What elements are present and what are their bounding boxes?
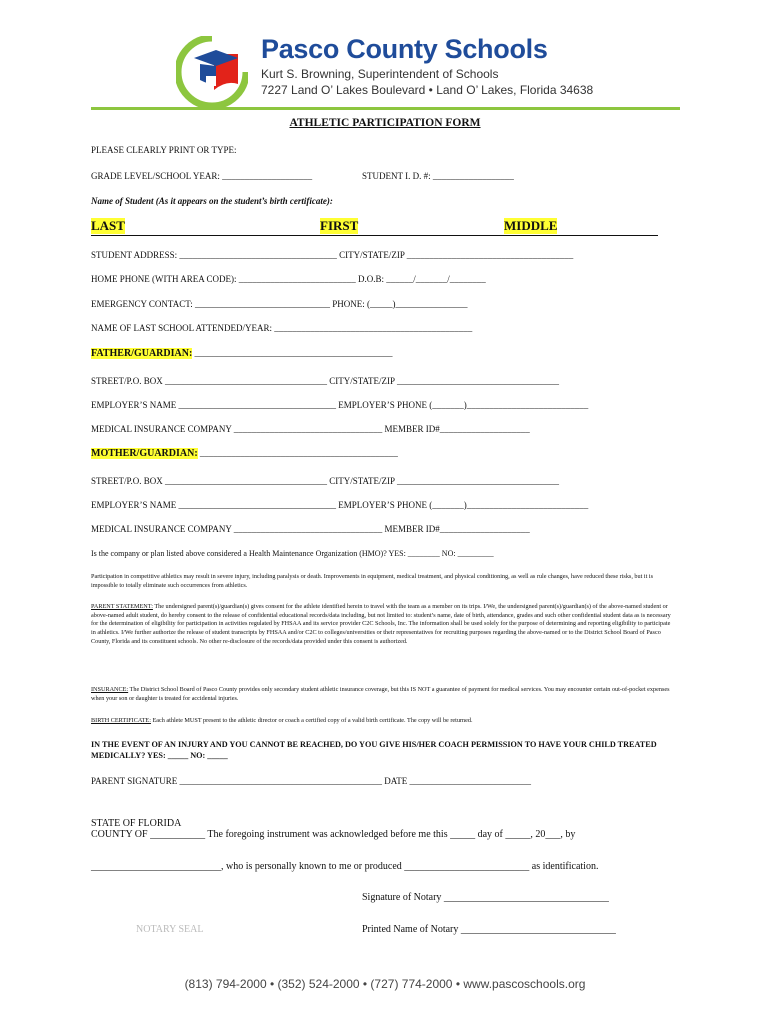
grade-field[interactable]: GRADE LEVEL/SCHOOL YEAR: ____________________ [91,171,313,181]
name-last-label: LAST [91,218,125,233]
birth-certificate-text: Each athlete MUST present to the athletic director or coach a certified copy of a valid birth certificate. The copy will be returned. [150,717,473,724]
insurance-text: The District School Board of Pasco County provides only secondary student athletic insurance coverage, but this IS NOT a guarantee of payment for medical services. You may encounter certain out-of-pocket expenses when your son or daughter is treated for accidental injuries. [91,686,670,702]
parent-statement-text: The undersigned parent(s)/guardian(s) gives consent for the athlete identified herein to travel with the team as a member on its trips. I/We, the undersigned parent(s)/guardian(s) of the above-named student or above-named adult student, do hereby consent to the release of confidential educational records/data including, but not limited to: student’s name, date of birth, attendance, grades and such other confidential student data as is necessary for the determination of eligibility for participation in activities regulated by FHSAA and its service provider C2C Schools, Inc. The information shall be used solely for the purpose of determining and reporting eligibility to participate in athletics. I/We further authorize the release of student transcripts by FHSAA and/or C2C to colleges/universities or their representatives for recruiting purposes regarding the above-named or to the District School Board of Pasco County, Florida and its constituent schools. No other re-disclosure of the records/data provided under this consent is authorized. [91,603,671,645]
footer-contact: (813) 794-2000 • (352) 524-2000 • (727) 774-2000 • www.pascoschools.org [184,977,586,991]
org-name: Pasco County Schools [261,34,548,64]
student-address-field[interactable]: STUDENT ADDRESS: ___________________________________ CITY/STATE/ZIP _____________________________________ [91,250,574,260]
parent-signature-field[interactable]: PARENT SIGNATURE _____________________________________________ DATE ___________________________ [91,776,532,786]
county-line[interactable]: COUNTY OF ___________ The foregoing instrument was acknowledged before me this _____ day of _____, 20___, by [91,829,576,840]
father-insurance-field[interactable]: MEDICAL INSURANCE COMPANY _________________________________ MEMBER ID#____________________ [91,424,530,434]
header-divider [91,107,680,110]
birth-certificate-label: BIRTH CERTIFICATE: [91,717,151,724]
mother-guardian-line: ____________________________________________ [199,448,398,458]
pasco-logo-icon [176,36,248,108]
name-row[interactable] [91,218,658,236]
parent-statement-paragraph [91,603,675,647]
notary-printed-name-field[interactable]: Printed Name of Notary _______________________________ [362,924,616,935]
injury-question[interactable]: IN THE EVENT OF AN INJURY AND YOU CANNOT BE REACHED, DO YOU GIVE HIS/HER COACH PERMISSION TO HAVE YOUR CHILD TREATED MEDICALLY? YES: _____ NO: _____ [91,740,657,760]
mother-employer-field[interactable]: EMPLOYER’S NAME ___________________________________ EMPLOYER’S PHONE (_______)___________________________ [91,500,589,510]
home-phone-field[interactable]: HOME PHONE (WITH AREA CODE): __________________________ D.O.B: ______/_______/________ [91,274,486,284]
birth-certificate-paragraph [91,717,675,726]
name-note: Name of Student (As it appears on the student’s birth certificate): [91,196,333,206]
superintendent-line: Kurt S. Browning, Superintendent of Schools [261,67,499,81]
last-school-field[interactable]: NAME OF LAST SCHOOL ATTENDED/YEAR: ____________________________________________ [91,323,473,333]
father-guardian-label: FATHER/GUARDIAN: [91,348,193,359]
notary-seal-label: NOTARY SEAL [136,924,204,935]
hmo-question[interactable]: Is the company or plan listed above considered a Health Maintenance Organization (HMO)? YES: ________ NO: _________ [91,549,494,558]
mother-insurance-field[interactable]: MEDICAL INSURANCE COMPANY _________________________________ MEMBER ID#____________________ [91,524,530,534]
mother-street-field[interactable]: STREET/P.O. BOX ____________________________________ CITY/STATE/ZIP ____________________________________ [91,476,559,486]
father-employer-field[interactable]: EMPLOYER’S NAME ___________________________________ EMPLOYER’S PHONE (_______)___________________________ [91,400,589,410]
identification-line[interactable]: __________________________, who is personally known to me or produced _________________________ as identification. [91,861,599,872]
father-guardian-row[interactable] [91,348,393,359]
father-guardian-line: ____________________________________________ [194,348,393,358]
mother-guardian-label: MOTHER/GUARDIAN: [91,448,198,459]
print-note: PLEASE CLEARLY PRINT OR TYPE: [91,145,237,155]
participation-paragraph: Participation in competitive athletics may result in severe injury, including paralysis or death. Improvements in equipment, medical treatment, and physical conditioning, as well as rule changes, have reduced these risks, but it is impossible to totally eliminate such occurrences from athletics. [91,573,653,589]
state-label: STATE OF FLORIDA [91,818,182,829]
insurance-paragraph [91,686,675,703]
form-title: ATHLETIC PARTICIPATION FORM [289,117,481,129]
parent-statement-label: PARENT STATEMENT: [91,603,153,610]
student-id-field[interactable]: STUDENT I. D. #: __________________ [362,171,514,181]
address-line: 7227 Land O’ Lakes Boulevard • Land O’ Lakes, Florida 34638 [261,83,594,97]
father-street-field[interactable]: STREET/P.O. BOX ____________________________________ CITY/STATE/ZIP ____________________________________ [91,376,559,386]
notary-signature-field[interactable]: Signature of Notary _________________________________ [362,892,609,903]
mother-guardian-row[interactable] [91,448,398,459]
insurance-label: INSURANCE: [91,686,129,693]
emergency-contact-field[interactable]: EMERGENCY CONTACT: ______________________________ PHONE: (_____)________________ [91,299,468,309]
name-middle-label: MIDDLE [504,218,558,233]
name-first-label: FIRST [320,218,359,233]
